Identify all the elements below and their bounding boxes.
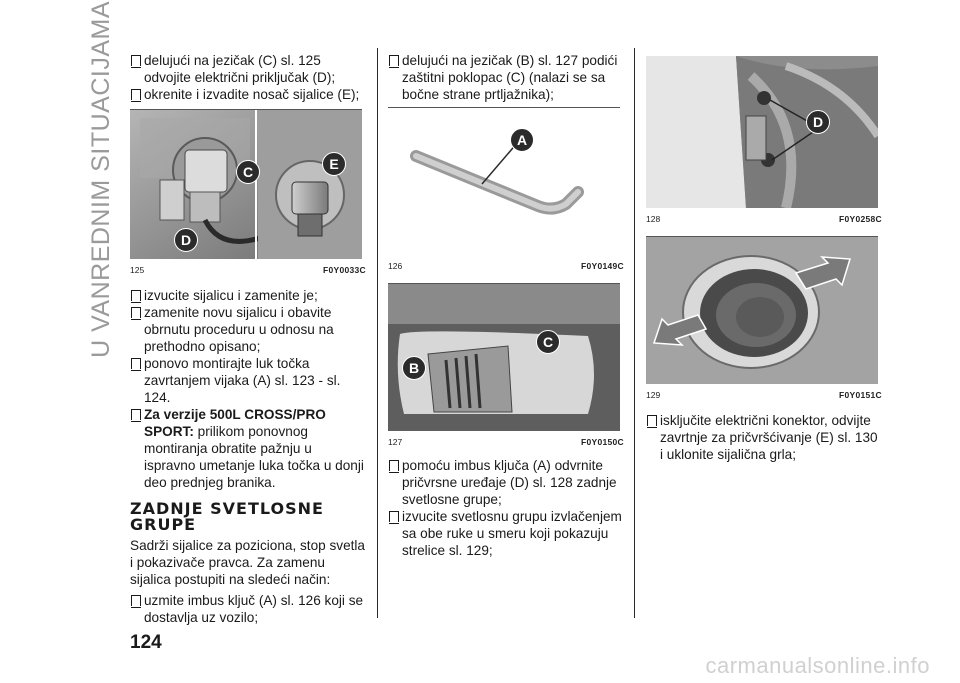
figure-label-a: A xyxy=(510,128,534,152)
checkbox-bullet-icon xyxy=(131,409,141,420)
column-divider xyxy=(634,48,635,618)
checkbox-bullet-icon xyxy=(131,358,141,369)
figure-label-e: E xyxy=(322,152,346,176)
bullet-item: izvucite sijalicu i zamenite je; xyxy=(130,287,366,304)
figure-label-c: C xyxy=(536,330,560,354)
bullet-item: delujući na jezičak (C) sl. 125 odvojite električni priključak (D); xyxy=(130,52,366,86)
page-number: 124 xyxy=(130,632,162,653)
figure-image xyxy=(388,283,620,431)
checkbox-bullet-icon xyxy=(131,595,141,606)
figure-caption: 127 F0Y0150C xyxy=(388,437,624,447)
trunk-cover-illustration xyxy=(388,284,620,431)
taillight-removal-illustration xyxy=(646,237,878,384)
figure-image xyxy=(130,109,362,259)
figure-caption: 128 F0Y0258C xyxy=(646,214,882,224)
bullet-item: zamenite novu sijalicu i obavite obrnutu proceduru u odnosu na prethodno opisano; xyxy=(130,304,366,355)
taillight-screws-illustration xyxy=(646,56,878,208)
checkbox-bullet-icon xyxy=(131,290,141,301)
figure-image xyxy=(388,107,620,255)
paragraph: Sadrži sijalice za poziciona, stop svetla i pokazivače pravca. Za zamenu sijalica postupiti na sledeći način: xyxy=(130,538,365,587)
bullet-item: okrenite i izvadite nosač sijalice (E); xyxy=(130,86,366,103)
bullet-item: isključite električni konektor, odvijte zavrtnje za pričvršćivanje (E) sl. 130 i uklonite sijalična grla; xyxy=(646,412,882,463)
figure-caption: 129 F0Y0151C xyxy=(646,390,882,400)
figure-caption: 126 F0Y0149C xyxy=(388,261,624,271)
column-2 xyxy=(388,52,624,559)
figure-127 xyxy=(388,283,624,451)
column-1 xyxy=(130,52,366,626)
figure-caption: 125 F0Y0033C xyxy=(130,265,366,275)
figure-image xyxy=(646,56,878,208)
bullet-item: uzmite imbus ključ (A) sl. 126 koji se dostavlja uz vozilo; xyxy=(130,592,366,626)
checkbox-bullet-icon xyxy=(389,460,399,471)
checkbox-bullet-icon xyxy=(131,89,141,100)
column-3 xyxy=(646,56,882,463)
checkbox-bullet-icon xyxy=(131,55,141,66)
checkbox-bullet-icon xyxy=(131,307,141,318)
bullet-item: pomoću imbus ključa (A) odvrnite pričvrsne uređaje (D) sl. 128 zadnje svetlosne grupe; xyxy=(388,457,624,508)
checkbox-bullet-icon xyxy=(647,415,657,426)
bullet-item: Za verzije 500L CROSS/PRO SPORT: prilikom ponovnog montiranja obratite pažnju u ispravno umetanje luka točka u donji deo prednjeg branika. xyxy=(130,406,366,491)
hex-key-illustration xyxy=(388,108,620,255)
column-divider xyxy=(377,48,378,618)
bullet-item: ponovo montirajte luk točka zavrtanjem vijaka (A) sl. 123 - sl. 124. xyxy=(130,355,366,406)
bullet-item: delujući na jezičak (B) sl. 127 podići zaštitni poklopac (C) (nalazi se sa bočne strane prtljažnika); xyxy=(388,52,624,103)
figure-label-c: C xyxy=(236,160,260,184)
figure-image xyxy=(646,236,878,384)
section-heading: ZADNJE SVETLOSNE GRUPE xyxy=(130,499,324,534)
section-side-title: U VANREDNIM SITUACIJAMA xyxy=(86,1,115,358)
figure-125 xyxy=(130,109,366,279)
figure-label-d: D xyxy=(806,110,830,134)
figure-129 xyxy=(646,236,882,404)
watermark: carmanualsonline.info xyxy=(705,653,930,678)
figure-label-b: B xyxy=(402,356,426,380)
headlamp-bulb-illustration xyxy=(130,110,362,259)
figure-126 xyxy=(388,107,624,275)
bullet-item: izvucite svetlosnu grupu izvlačenjem sa obe ruke u smeru koji pokazuju strelice sl. 129; xyxy=(388,508,624,559)
figure-128 xyxy=(646,56,882,228)
figure-label-d: D xyxy=(174,228,198,252)
checkbox-bullet-icon xyxy=(389,55,399,66)
checkbox-bullet-icon xyxy=(389,511,399,522)
